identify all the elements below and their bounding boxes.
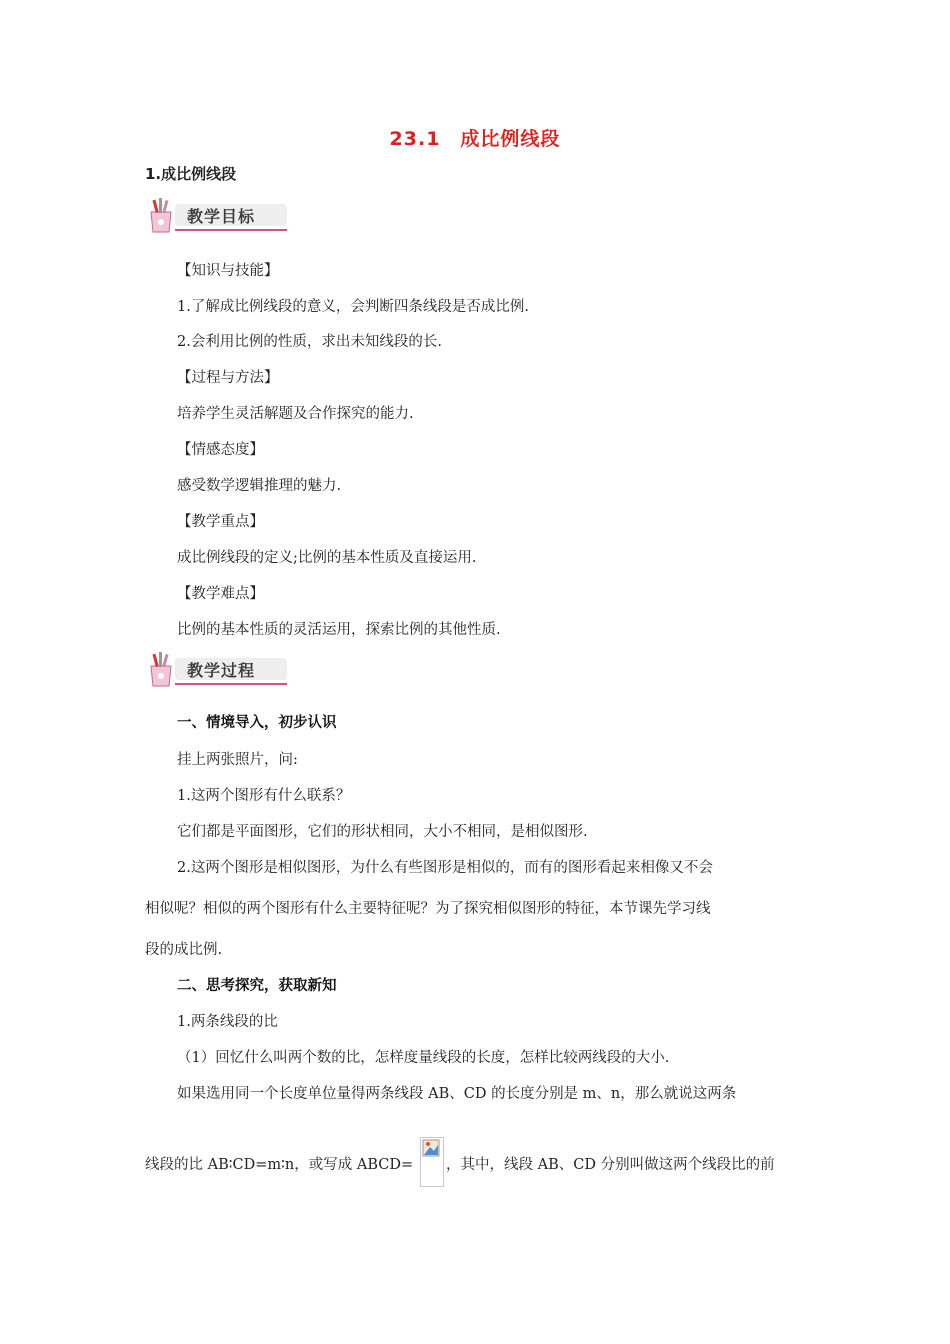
heading-explore: 二、思考探究，获取新知 bbox=[177, 978, 337, 994]
paragraph: 1.了解成比例线段的意义，会判断四条线段是否成比例. bbox=[177, 299, 529, 315]
broken-image-placeholder bbox=[420, 1137, 444, 1187]
heading-emotion: 【情感态度】 bbox=[177, 442, 264, 458]
banner-teaching-process bbox=[145, 650, 290, 690]
paragraph: 挂上两张照片，问: bbox=[177, 752, 298, 768]
paragraph: 如果选用同一个长度单位量得两条线段 AB、CD 的长度分别是 m、n，那么就说这两条 bbox=[177, 1086, 737, 1102]
paragraph: 1.两条线段的比 bbox=[177, 1014, 278, 1030]
heading-difficulties: 【教学难点】 bbox=[177, 586, 264, 602]
paragraph: 2.会利用比例的性质，求出未知线段的长. bbox=[177, 334, 442, 350]
heading-scenario: 一、情境导入，初步认识 bbox=[177, 715, 337, 731]
paragraph: 比例的基本性质的灵活运用，探索比例的其他性质. bbox=[177, 622, 501, 638]
paragraph: 相似呢？相似的两个图形有什么主要特征呢？为了探究相似图形的特征，本节课先学习线 bbox=[145, 901, 711, 917]
paragraph: 感受数学逻辑推理的魅力. bbox=[177, 478, 342, 494]
broken-image-icon bbox=[421, 1138, 443, 1160]
heading-process-method: 【过程与方法】 bbox=[177, 370, 279, 386]
paragraph: 1.这两个图形有什么联系？ bbox=[177, 788, 351, 804]
page-title: 23.1 成比例线段 bbox=[389, 128, 561, 150]
heading-knowledge: 【知识与技能】 bbox=[177, 263, 279, 279]
paragraph: 线段的比 AB∶CD=m∶n，或写成 ABCD= bbox=[145, 1157, 414, 1173]
paragraph: 段的成比例. bbox=[145, 942, 223, 958]
banner-title: 教学目标 bbox=[187, 207, 256, 226]
heading-key-points: 【教学重点】 bbox=[177, 514, 264, 530]
paragraph: 2.这两个图形是相似图形，为什么有些图形是相似的，而有的图形看起来相像又不会 bbox=[177, 860, 713, 876]
paragraph: 成比例线段的定义;比例的基本性质及直接运用. bbox=[177, 550, 477, 566]
paragraph: 它们都是平面图形，它们的形状相同，大小不相同，是相似图形. bbox=[177, 824, 588, 840]
paragraph: 培养学生灵活解题及合作探究的能力. bbox=[177, 406, 414, 422]
paragraph: （1）回忆什么叫两个数的比，怎样度量线段的长度，怎样比较两线段的大小. bbox=[177, 1050, 670, 1066]
banner-teaching-goals bbox=[145, 196, 290, 236]
banner-title: 教学过程 bbox=[187, 661, 256, 680]
section-heading: 1.成比例线段 bbox=[145, 165, 237, 183]
paragraph: ，其中，线段 AB、CD 分别叫做这两个线段比的前 bbox=[446, 1157, 775, 1173]
